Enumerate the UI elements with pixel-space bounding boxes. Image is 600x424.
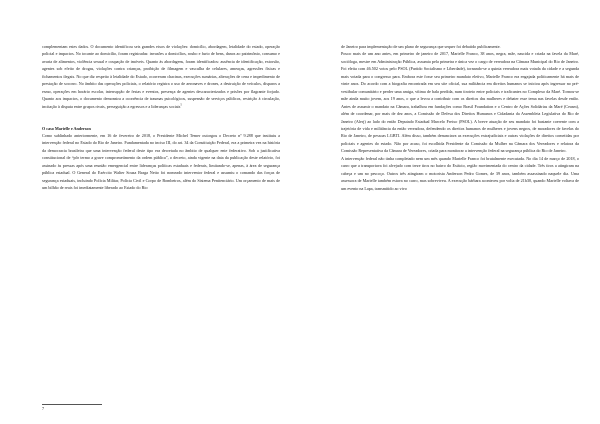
section-heading: O caso Marielle e Anderson	[42, 125, 91, 131]
right-paragraph-3: A intervenção federal não tinha completado nem um mês quando Marielle Franco foi brutalmente executada. No dia 14 de março de 2018, o carro que a transportava foi alvejado com treze tiros no bairro do Estácio, região movimentada do centro da cidade. Três tiros a atingiram na cabeça e um no pescoço. Outros três atingiram o motorista Anderson Pedro Gomes, de 39 anos, também assassinado naquele dia. Uma assessora de Marielle também estava no carro, mas sobreviveu. A execução bárbara aconteceu por volta de 21h30, quando Marielle voltava de um evento na Lapa, transmitido ao vivo	[341, 155, 579, 191]
footnote-marker[interactable]: 5	[180, 102, 182, 107]
left-paragraph-1: complementam estes dados. O documento identificou seis grandes eixos de violações: domicílio, abordagem, letalidade do estado, operação policial e impactos. No tocante ao domicílio, foram registradas: invasões a domicílios, roubo e furto de bens, danos ao patrimônio, consumo e avaria de alimentos, violência sexual e ocupação de imóveis. Quanto às abordagens, foram identificados: ausência de identificação, extorsão, agentes sob efeito de drogas, violações contra crianças, proibição de filmagem e vasculha de celulares, ameaças, agressões físicas e fichamentos ilegais. No que diz respeito à letalidade do Estado, ocorreram chacinas, execuções sumárias, alterações de cena e impedimento de prestação de socorro. No âmbito das operações policiais, o relatório registra o uso de aeronaves e drones, a destruição de veículos, disparos a esmo, operações em horário escolar, interrupção de festas e eventos, presença de agentes descaracterizados e prisões por flagrante forjado. Quanto aos impactos, o documento demonstra a ocorrência de traumas psicológicos, suspensão de serviços públicos, restrição à circulação, incitação à disputa entre grupos rivais, perseguição a egressos e a lideranças sociais$^5$	[42, 44, 280, 109]
right-column	[341, 43, 579, 192]
right-paragraph-2: Pouco mais de um ano antes, em primeiro de janeiro de 2017, Marielle Franco, 38 anos, negra, mãe, nascida e criada na favela da Maré, socióloga, mestre em Administração Pública, assumia pela primeira e única vez o cargo de vereadora na Câmara Municipal do Rio de Janeiro. Foi eleita com 46.502 votos pelo PSOL (Partido Socialismo e Liberdade), tornando-se a quinta vereadora mais votada da cidade e a segunda mais votada para o congresso para. Embora este fosse seu primeiro mandato eletivo, Marielle Franco era engajada politicamente há mais de vinte anos. Do acordo com a biografia encontrada em seu site oficial, sua militância em direitos humanos se iniciou após ingressar no pré-vestibular comunitário e perder uma amiga, vítima de bala perdida, num tiroteio entre policiais e traficantes no Complexo da Maré. Tornou-se mãe ainda muito jovem, aos 19 anos, o que a levou a contribuir com os direitos das mulheres e debater esse tema nas favelas desde então. Antes de assumir o mandato na Câmara, trabalhou em fundações como Brasil Foundation e o Centro de Ações Solidárias da Maré (Ceasm), além de coordenar, por mais de dez anos, a Comissão de Defesa dos Direitos Humanos e Cidadania da Assembleia Legislativa do Rio de Janeiro (Alerj) ao lado do então Deputado Estadual Marcelo Freixo (PSOL). A breve atuação de seu mandato foi bastante coerente com a trajetória de vida e militância da então vereadora, defendendo os direitos humanos de mulheres e jovens negros, de moradores de favelas do Rio de Janeiro, de pessoas LGBTI. Além disso, também denunciava as execuções extrajudiciais e outras violações de direitos cometidas por policiais e agentes do estado. Não por acaso, foi escolhida Presidente da Comissão da Mulher na Câmara dos Vereadores e relatora da Comissão Representativa da Câmara de Vereadores, criada para monitorar a intervenção federal na segurança pública do Rio de Janeiro.	[341, 51, 579, 154]
left-column	[42, 43, 280, 192]
page-number: 7	[42, 406, 45, 411]
footnote-divider	[42, 404, 102, 405]
left-paragraph-2: Como sublinhado anteriormente, em 16 de fevereiro de 2018, o Presidente Michel Temer outorgou o Decreto nº 9.288 que instituiu a intervenção federal no Estado do Rio de Janeiro. Fundamentada no inciso III, do art. 34 da Constituição Federal, era a primeira vez na história da democracia brasileira que uma intervenção federal deste tipo era decretada no âmbito de qualquer ente federativo. Sob a justificativa constitucional de “pôr termo a grave comprometimento da ordem pública”, o decreto, ainda vigente na data da publicação deste relatório, foi assinado às pressas após uma reunião emergencial entre lideranças políticas estaduais e federais, limitando-se, apenas, à área de segurança pública estadual. O General do Exército Walter Souza Braga Netto foi nomeado interventor federal e assumiu o comando das forças de segurança estaduais, incluindo Polícia Militar, Polícia Civil e Corpo de Bombeiros, além do Sistema Penitenciário. Um orçamento de mais de um bilhão de reais foi imediatamente liberado ao Estado do Rio	[42, 132, 280, 191]
right-paragraph-1: de Janeiro para implementação de um plano de segurança que sequer foi debatido publicamente.	[341, 44, 501, 49]
